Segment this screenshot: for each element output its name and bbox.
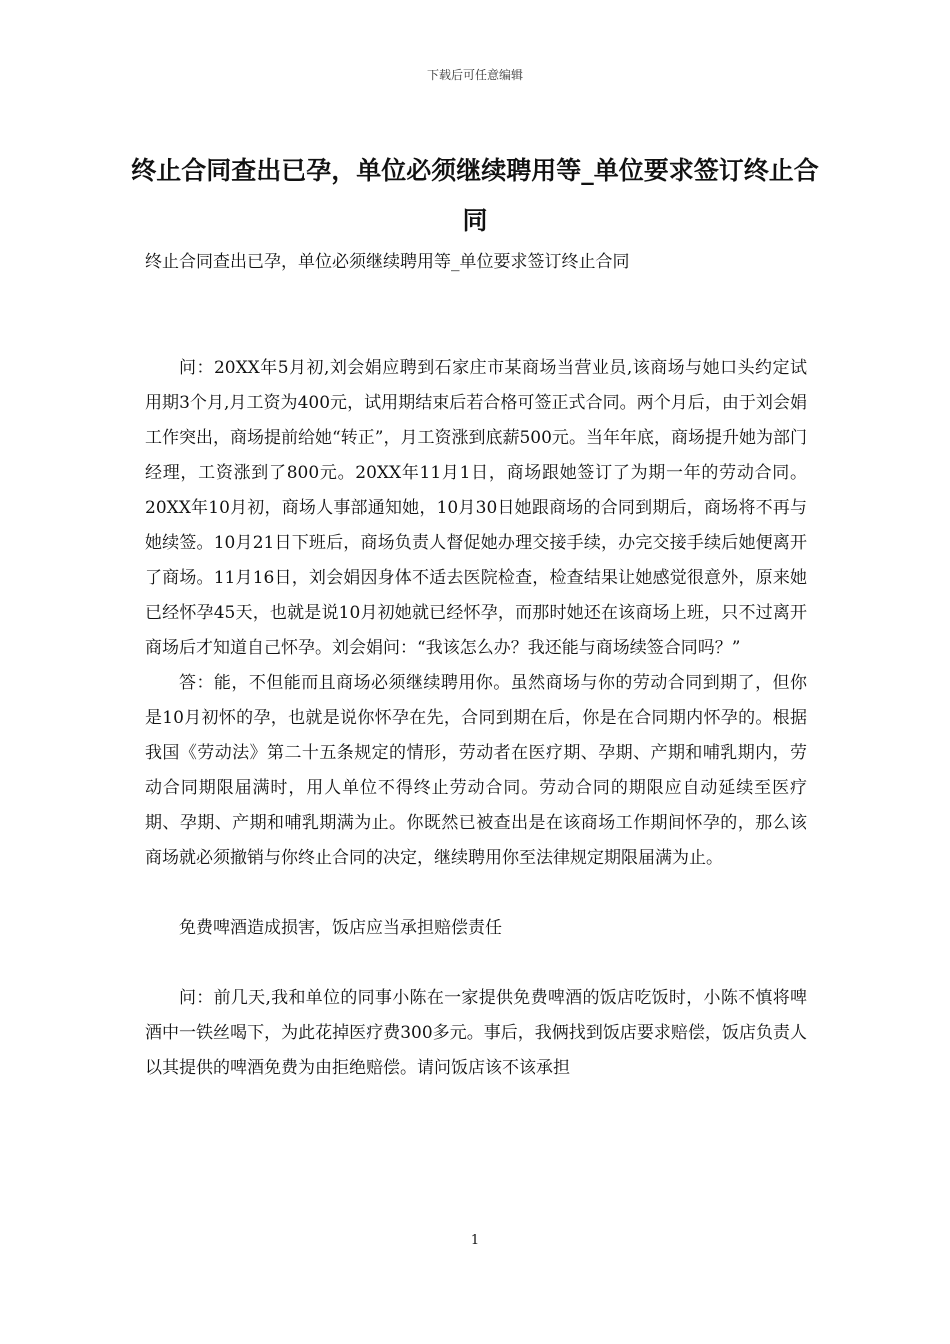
- paragraph-question-1: 问：20XX年5月初,刘会娟应聘到石家庄市某商场当营业员,该商场与她口头约定试用期3个月,月工资为400元，试用期结束后若合格可签正式合同。两个月后，由于刘会娟工作突出，商场提前给她“转正”，月工资涨到底薪500元。当年年底，商场提升她为部门经理，工资涨到了800元。20XX年11月1日，商场跟她签订了为期一年的劳动合同。20XX年10月初，商场人事部通知她，10月30日她跟商场的合同到期后，商场将不再与她续签。10月21日下班后，商场负责人督促她办理交接手续，办完交接手续后她便离开了商场。11月16日，刘会娟因身体不适去医院检查，检查结果让她感觉很意外，原来她已经怀孕45天，也就是说10月初她就已经怀孕，而那时她还在该商场上班，只不过离开商场后才知道自己怀孕。刘会娟问：“我该怎么办？我还能与商场续签合同吗？”: [145, 358, 807, 658]
- document-subtitle: 终止合同查出已孕，单位必须继续聘用等_单位要求签订终止合同: [145, 252, 630, 272]
- document-title: 终止合同查出已孕，单位必须继续聘用等_单位要求签订终止合同: [131, 156, 819, 235]
- spacer: [145, 316, 807, 351]
- spacer: [145, 876, 807, 911]
- document-body: [145, 316, 807, 1086]
- paragraph-question-2: 问：前几天,我和单位的同事小陈在一家提供免费啤酒的饭店吃饭时，小陈不慎将啤酒中一铁丝喝下，为此花掉医疗费300多元。事后，我俩找到饭店要求赔偿，饭店负责人以其提供的啤酒免费为由拒绝赔偿。请问饭店该不该承担: [145, 988, 807, 1078]
- paragraph-answer-1: 答：能，不但能而且商场必须继续聘用你。虽然商场与你的劳动合同到期了，但你是10月初怀的孕，也就是说你怀孕在先，合同到期在后，你是在合同期内怀孕的。根据我国《劳动法》第二十五条规定的情形，劳动者在医疗期、孕期、产期和哺乳期内，劳动合同期限届满时，用人单位不得终止劳动合同。劳动合同的期限应自动延续至医疗期、孕期、产期和哺乳期满为止。你既然已被查出是在该商场工作期间怀孕的，那么该商场就必须撤销与你终止合同的决定，继续聘用你至法律规定期限届满为止。: [145, 673, 807, 868]
- page-header-note: 下载后可任意编辑: [426, 68, 523, 82]
- spacer: [145, 946, 807, 981]
- section-heading-2: 免费啤酒造成损害，饭店应当承担赔偿责任: [179, 918, 502, 938]
- page-number: 1: [470, 1233, 480, 1248]
